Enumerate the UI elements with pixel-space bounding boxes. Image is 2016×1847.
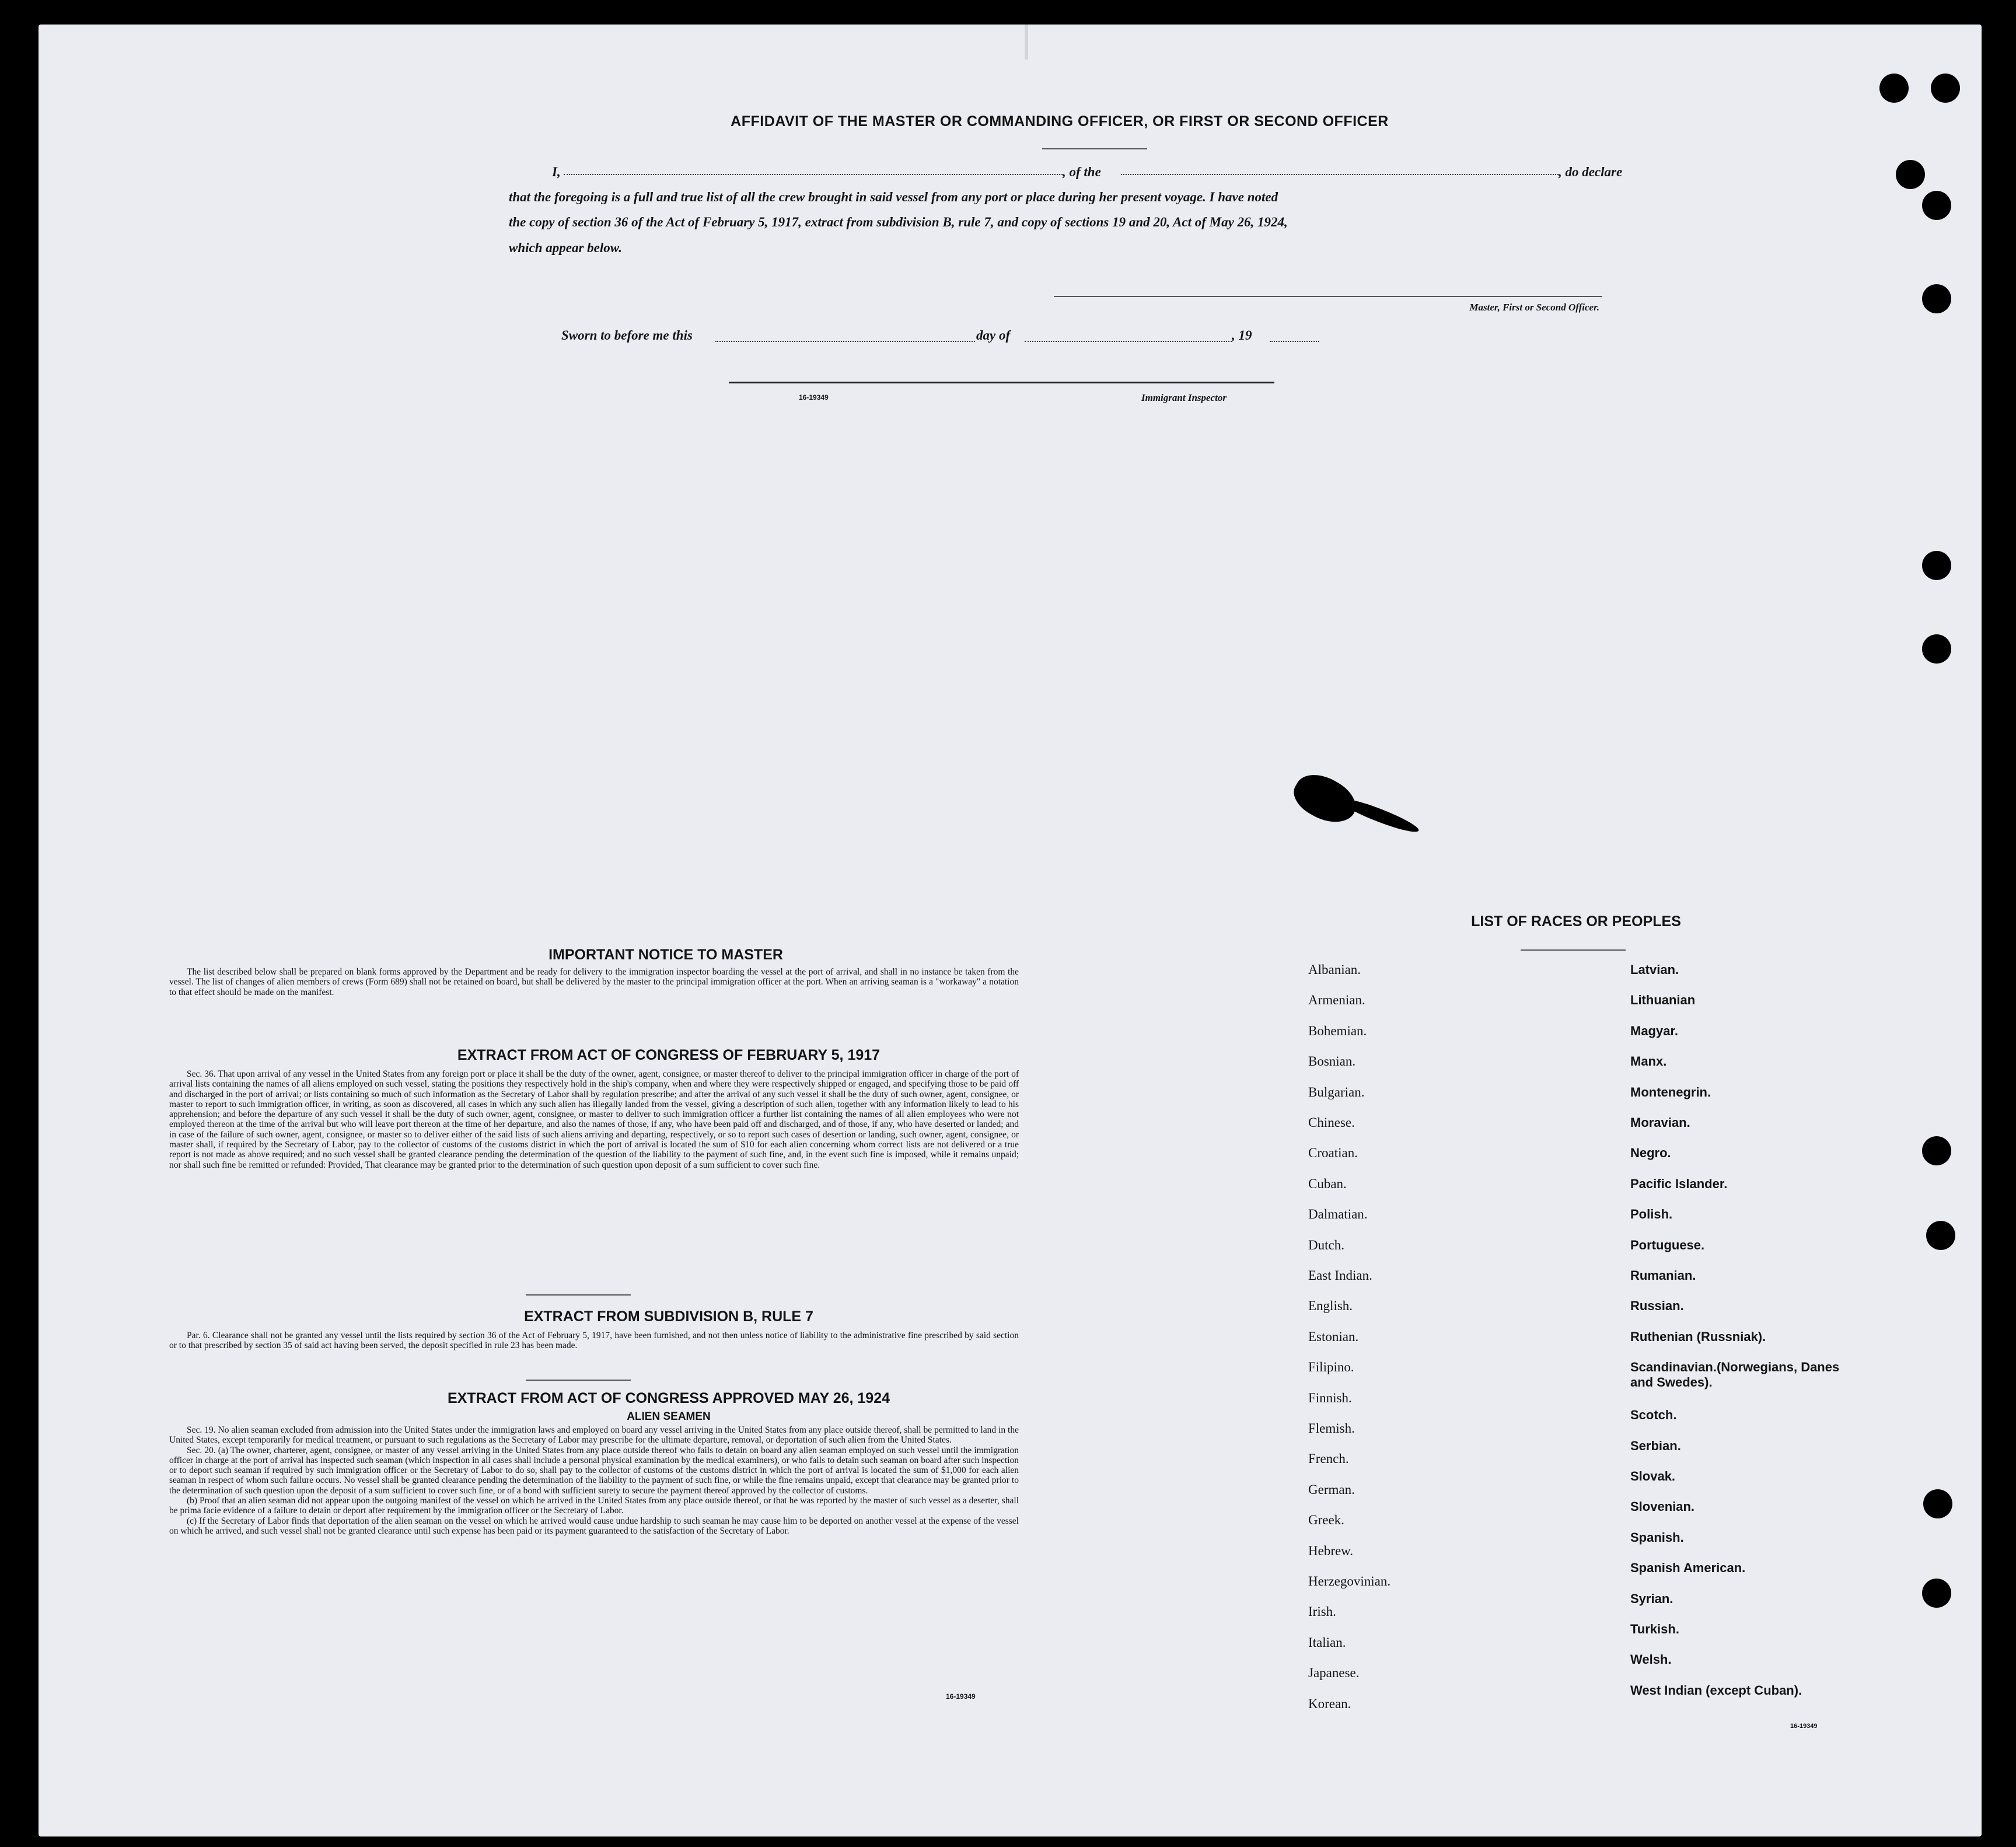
punch-hole (1879, 74, 1909, 103)
race-item: Manx. (1630, 1054, 1667, 1069)
race-item: Dutch. (1308, 1237, 1344, 1252)
signer-label: Master, First or Second Officer. (1469, 302, 1599, 313)
race-item: Bohemian. (1308, 1023, 1367, 1038)
race-item: Flemish. (1308, 1421, 1355, 1436)
race-item: Chinese. (1308, 1115, 1355, 1130)
race-item: Herzegovinian. (1308, 1574, 1391, 1588)
sworn-month-field[interactable] (1025, 341, 1232, 342)
extract-1924-title: EXTRACT FROM ACT OF CONGRESS APPROVED MAY 26, 1924 (447, 1390, 890, 1406)
inspector-label: Immigrant Inspector (1141, 392, 1227, 403)
race-item: French. (1308, 1451, 1349, 1467)
punch-hole (1896, 160, 1925, 189)
race-item: Italian. (1308, 1635, 1346, 1650)
race-item: Portuguese. (1630, 1237, 1705, 1252)
vessel-field[interactable] (1121, 174, 1559, 175)
race-item: Negro. (1630, 1146, 1671, 1161)
alien-seamen-subtitle: ALIEN SEAMEN (627, 1410, 711, 1423)
race-item: Welsh. (1630, 1652, 1672, 1667)
race-item: Albanian. (1308, 962, 1361, 977)
notice-paragraph: The list described below shall be prepared on blank forms approved by the Department and be ready for delivery to the immigration inspector boarding the vessel at the port of arrival, and shall in no instance be taken from the vessel. The list of changes of alien members of crews (Form 689) shall not be retained on board, but shall be delivered by the master to the principal immigration officer at the port. When an arriving seaman is a "workaway" a notation to that effect should be made on the manifest. (169, 967, 1019, 997)
affidavit-text-1: that the foregoing is a full and true list of all the crew brought in said vessel from any port or place during her present voyage. I have noted (509, 190, 1278, 204)
punch-hole (1922, 1579, 1951, 1608)
section-divider (526, 1294, 631, 1296)
punch-hole (1922, 634, 1951, 664)
signature-line[interactable] (1054, 296, 1602, 297)
race-item: Bulgarian. (1308, 1084, 1365, 1099)
race-item: Armenian. (1308, 993, 1365, 1008)
race-item: Filipino. (1308, 1360, 1354, 1375)
race-item: English. (1308, 1298, 1353, 1314)
race-item: Ruthenian (Russniak). (1630, 1329, 1766, 1344)
affidavit-text-3: which appear below. (509, 240, 623, 255)
inspector-signature-line[interactable] (729, 382, 1274, 383)
extract-1917-title: EXTRACT FROM ACT OF CONGRESS OF FEBRUARY 5, 1917 (457, 1047, 881, 1063)
sworn-day-field[interactable] (715, 341, 975, 342)
race-item: Dalmatian. (1308, 1207, 1368, 1222)
affidavit-text-2: the copy of section 36 of the Act of February 5, 1917, extract from subdivision B, rule 7, and copy of sections 19 and 20, Act of May 26, 1924, (509, 215, 1288, 229)
race-item: West Indian (except Cuban). (1630, 1682, 1802, 1698)
notice-title: IMPORTANT NOTICE TO MASTER (548, 947, 783, 963)
race-item: Serbian. (1630, 1438, 1681, 1453)
race-item: Greek. (1308, 1513, 1344, 1528)
sworn-year-field[interactable] (1270, 341, 1319, 342)
title-divider (1042, 148, 1147, 149)
name-field[interactable] (564, 174, 1063, 175)
race-item: Spanish American. (1630, 1560, 1746, 1576)
race-item: Lithuanian (1630, 993, 1696, 1008)
sec-20a-paragraph: Sec. 20. (a) The owner, charterer, agent, consignee, or master of any vessel arriving in the United States from any place outside thereof who fails to detain on board any alien seaman employed on such vessel until the immigration officer in charge at the port of arrival has inspected such seaman (which inspection in all cases shall include a personal physical examination by the medical examiners), or who fails to detain such seaman on board after such inspection or to deport such seaman if required by such immigration officer or the Secretary of Labor to do so, shall pay to the collector of customs of the customs district in which the port of arrival is located the sum of $1,000 for each alien seaman in respect of whom such failure occurs. No vessel shall be granted clearance pending the determination of the liability to the payment of such fine, or while the fine remains unpaid, except that clearance may be granted prior to the determination of such question upon the deposit of a sum sufficient to cover such fine, or of a bond with sufficient surety to secure the payment thereof approved by the collector of customs. (169, 1445, 1019, 1496)
punch-hole (1922, 284, 1951, 313)
punch-hole (1923, 1489, 1952, 1518)
race-item: Hebrew. (1308, 1543, 1354, 1558)
race-item: Pacific Islander. (1630, 1176, 1728, 1191)
extract-1917-text (169, 1069, 1019, 1170)
sec-20c-paragraph: (c) If the Secretary of Labor finds that deportation of the alien seaman on the vessel on which he arrived would cause undue hardship to such seaman he may cause him to be deported on another vessel at the expense of the vessel on which he arrived, and such vessel shall not be granted clearance until such expense has been paid or its payment guaranteed to the satisfaction of the Secretary of Labor. (169, 1516, 1019, 1536)
punch-hole (1922, 1136, 1951, 1165)
sec-19-paragraph: Sec. 19. No alien seaman excluded from admission into the United States under the immigration laws and employed on board any vessel arriving in the United States from any place outside thereof, shall be permitted to land in the United States, except temporarily for medical treatment, or pursuant to such regulations as the Secretary of Labor may prescribe for the ultimate departure, removal, or deportation of such alien from the United States. (169, 1425, 1019, 1446)
race-item: Montenegrin. (1630, 1084, 1711, 1099)
race-item: Slovenian. (1630, 1499, 1695, 1514)
race-item: Bosnian. (1308, 1054, 1356, 1069)
sec-36-paragraph: Sec. 36. That upon arrival of any vessel in the United States from any foreign port or place it shall be the duty of the owner, agent, consignee, or master thereof to deliver to the principal immigration officer in charge of the port of arrival lists containing the names of all aliens employed on such vessel, stating the positions they respectively hold in the ship's company, when and where they were respectively shipped or engaged, and specifying those to be paid off and discharged in the port of arrival; or lists containing so much of such information as the Secretary of Labor shall by regulation prescribe; and after the arrival of any such vessel it shall be the duty of such owner, agent, consignee, or master to report to such immigration officer, in writing, as soon as discovered, all cases in which any such alien has illegally landed from the vessel, giving a description of such alien, together with any information likely to lead to his apprehension; and before the departure of any such vessel it shall be the duty of such owner, agent, consignee, or master to deliver to such immigration officer a further list containing the names of all alien employees who were not employed thereon at the time of the arrival but who will leave port thereon at the time of her departure, and also the names of those, if any, who have been paid off and discharged, and of those, if any, who have deserted or landed; and in case of the failure of such owner, agent, consignee, or master so to deliver either of the said lists of such aliens arriving and departing, respectively, or so to report such cases of desertion or landing, such owner, agent, consignee, or master shall, if required by the Secretary of Labor, pay to the collector of customs of the customs district in which the port of arrival is located the sum of $10 for each alien concerning whom correct lists are not delivered or a true report is not made as above required; and no such vessel shall be granted clearance pending the determination of the question of the liability to the payment of such fine, and, in the event such fine is imposed, while it remains unpaid; nor shall such fine be remitted or refunded: Provided, That clearance may be granted prior to the determination of such question upon deposit of a sum sufficient to cover such fine. (169, 1069, 1019, 1170)
form-number-right: 16-19349 (1790, 1723, 1818, 1730)
race-item: Latvian. (1630, 962, 1679, 977)
race-item: Rumanian. (1630, 1268, 1696, 1283)
race-item: Korean. (1308, 1696, 1351, 1711)
fold-crease (1025, 25, 1028, 60)
punch-hole (1922, 191, 1951, 220)
punch-hole (1926, 1221, 1955, 1250)
race-item: Syrian. (1630, 1591, 1673, 1606)
race-item: Scotch. (1630, 1408, 1677, 1423)
race-item: Moravian. (1630, 1115, 1690, 1130)
i-label: I, (552, 165, 561, 179)
race-item: Magyar. (1630, 1023, 1678, 1038)
race-item: Spanish. (1630, 1530, 1684, 1545)
sworn-label: Sworn to before me this (561, 328, 693, 343)
notice-text (169, 967, 1019, 997)
subdivision-title: EXTRACT FROM SUBDIVISION B, RULE 7 (524, 1308, 813, 1325)
race-item: Russian. (1630, 1298, 1684, 1314)
race-item: Turkish. (1630, 1622, 1679, 1636)
of-the-label: , of the (1063, 165, 1101, 179)
races-title: LIST OF RACES OR PEOPLES (1471, 913, 1681, 930)
race-item: East Indian. (1308, 1268, 1372, 1283)
race-item: Scandinavian.(Norwegians, Danes and Swedes). (1630, 1360, 1840, 1390)
form-page (39, 25, 1982, 1836)
sec-20b-paragraph: (b) Proof that an alien seaman did not appear upon the outgoing manifest of the vessel on which he arrived in the United States from any place outside thereof, or that he was reported by the master of such vessel as a deserter, shall be prima facie evidence of a failure to detain or deport after requirement by the immigration officer or the Secretary of Labor. (169, 1496, 1019, 1516)
form-number-top: 16-19349 (799, 393, 829, 401)
affidavit-title: AFFIDAVIT OF THE MASTER OR COMMANDING OFFICER, OR FIRST OR SECOND OFFICER (731, 113, 1389, 130)
day-of-label: day of (976, 328, 1011, 343)
race-item: Slovak. (1630, 1469, 1676, 1483)
race-item: Polish. (1630, 1207, 1673, 1222)
race-item: Irish. (1308, 1604, 1336, 1619)
race-item: Finnish. (1308, 1390, 1352, 1405)
section-divider-2 (526, 1380, 631, 1381)
par-6-paragraph: Par. 6. Clearance shall not be granted any vessel until the lists required by section 36 of the Act of February 5, 1917, have been furnished, and not then unless notice of liability to the administrative fine prescribed by said section or to that prescribed by section 35 of said act having been served, the deposit specified in rule 23 has been made. (169, 1331, 1019, 1351)
subdivision-text (169, 1331, 1019, 1351)
race-item: German. (1308, 1482, 1355, 1497)
race-item: Japanese. (1308, 1666, 1360, 1681)
punch-hole (1922, 551, 1951, 580)
ink-blot-tail (1340, 795, 1421, 837)
race-item: Cuban. (1308, 1176, 1347, 1191)
do-declare-label: , do declare (1559, 165, 1623, 179)
ink-blot (1287, 765, 1363, 833)
year-label: , 19 (1232, 328, 1252, 343)
race-item: Estonian. (1308, 1329, 1359, 1344)
punch-hole (1931, 74, 1960, 103)
form-number-left: 16-19349 (946, 1692, 976, 1701)
extract-1924-text (169, 1425, 1019, 1536)
races-divider (1521, 949, 1626, 951)
race-item: Croatian. (1308, 1146, 1358, 1161)
